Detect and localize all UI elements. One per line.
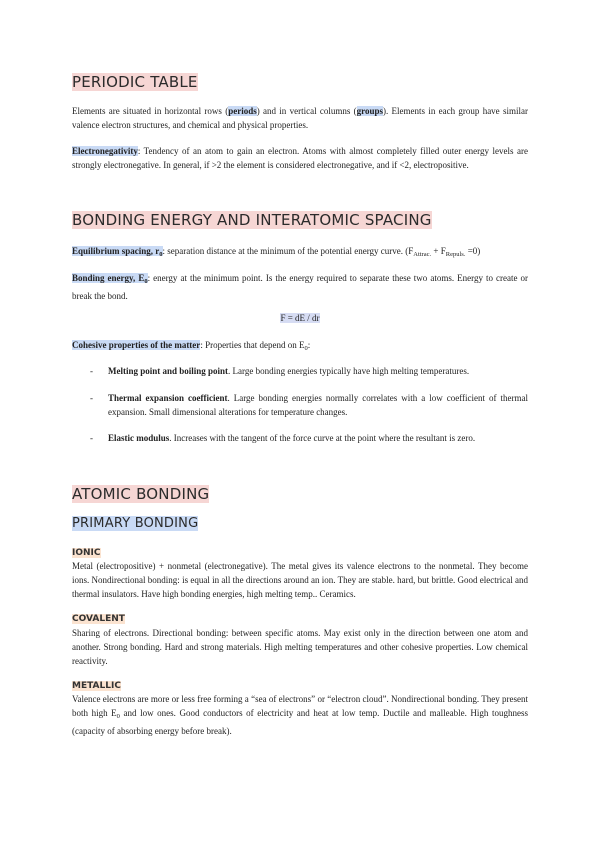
equilibrium-paragraph: Equilibrium spacing, $r_0$: separation distance at the minimum of the potential energy curve. $(F_{Attrac.} + F_{Repuls.} =0)$ [72,246,481,258]
ionic-heading: IONIC [72,548,101,558]
periodic-paragraph: Elements are situated in horizontal rows (periods) and in vertical columns (groups). Elements in each group have similar valence electron structures, and chemical and physical properties. [72,106,528,130]
primary-bonding-heading: PRIMARY BONDING [72,516,199,531]
formula-line: F = dE / dr [280,313,320,323]
bonding-energy-term: Bonding energy, $E_0$ [72,273,148,285]
groups-term: groups [356,106,384,116]
cohesive-paragraph: Cohesive properties of the matter: Properties that depend on $E_0$: [72,340,311,352]
metallic-paragraph: Valence electrons are more or less free forming a “sea of electrons” or “electron cloud”. Nondirectional bonding. They present both high $E_0$ and low ones. Good conductors of electricity and heat at low temp. Ductile and malleable. High toughness (capacity of absorbing energy before break). [72,694,528,736]
equilibrium-term: Equilibrium spacing, $r_0$ [72,246,163,258]
bonding-energy-paragraph: Bonding energy, $E_0$: energy at the minimum point. Is the energy required to separate these two atoms. Energy to create or break the bond. [72,273,529,301]
bonding-energy-heading: BONDING ENERGY AND INTERATOMIC SPACING [72,211,432,229]
electronegativity-paragraph: Electronegativity: Tendency of an atom to gain an electron. Atoms with almost completely filled outer energy levels are strongly electronegative. In general, if >2 the element is considered electronegative, and if <2, electropositive. [72,146,528,170]
atomic-bonding-heading: ATOMIC BONDING [72,485,210,503]
ionic-paragraph: Metal (electropositive) + nonmetal (electronegative). The metal gives its valence electrons to the nonmetal. They become ions. Nondirectional bonding: is equal in all the directions around an ion. They are stable. hard, but brittle. Good electrical and thermal insulators. Have high bonding energies, high melting temp.. Ceramics. [72,561,528,599]
document-page: PERIODIC TABLE Elements are situated in horizontal rows (periods) and in vertical columns (groups). Elements in each group have similar valence electron structures, and chemical and physical properties. Electronegativity: Tendency of an atom to gain an electron. Atoms with almost completely filled outer energy levels are strongly electronegative. In general, if >2 the element is considered electronegative, and if <2, electropositive. BONDING ENERGY AND INTERATOMIC SPACING Equilibrium spacing, $r_0$: separation distance at the minimum of the potential energy curve. $(F_{Attrac.} + F_{Repuls.} =0)$ Bonding energy, $E_0$: energy at the minimum point. Is the energy required to separate these two atoms. Energy to create or break the bond. F = dE / dr Cohesive properties of the matter: Properties that depend on $E_0$: - Melting point and boiling point. Large bonding energies typically have high melting temperatures. - Thermal expansion coefficient. Large bonding energies normally correlates with a low coefficient of thermal expansion. Small dimensional alterations for temperature changes. - Elastic modulus. Increases with the tangent of the force curve at the point where the resultant is zero. ATOMIC BONDING PRIMARY BONDING IONIC Metal (electropositive) + nonmetal (electronegative). The metal gives its valence electrons to the nonmetal. They become ions. Nondirectional bonding: is equal in all the directions around an ion. They are stable. hard, but brittle. Good electrical and thermal insulators. Have high bonding energies, high melting temp.. Ceramics. COVALENT Sharing of electrons. Directional bonding: between specific atoms. May exist only in the direction between one atom and another. Strong bonding. Hard and strong materials. High melting temperatures and other cohesive properties. Low chemical reactivity. METALLIC Valence electrons are more or less free forming a “sea of electrons” or “electron cloud”. Nondirectional bonding. They present both high $E_0$ and low ones. Good conductors of electricity and heat at low temp. Ductile and malleable. High toughness (capacity of absorbing energy before break). [72,73,529,736]
cohesive-term: Cohesive properties of the matter [72,340,201,350]
covalent-paragraph: Sharing of electrons. Directional bonding: between specific atoms. May exist only in the direction between one atom and another. Strong bonding. Hard and strong materials. High melting temperatures and other cohesive properties. Low chemical reactivity. [72,628,528,666]
metallic-heading: METALLIC [72,681,121,691]
periodic-table-heading: PERIODIC TABLE [72,73,198,91]
covalent-heading: COVALENT [72,614,125,624]
electronegativity-term: Electronegativity [72,146,138,156]
periods-term: periods [228,106,257,116]
